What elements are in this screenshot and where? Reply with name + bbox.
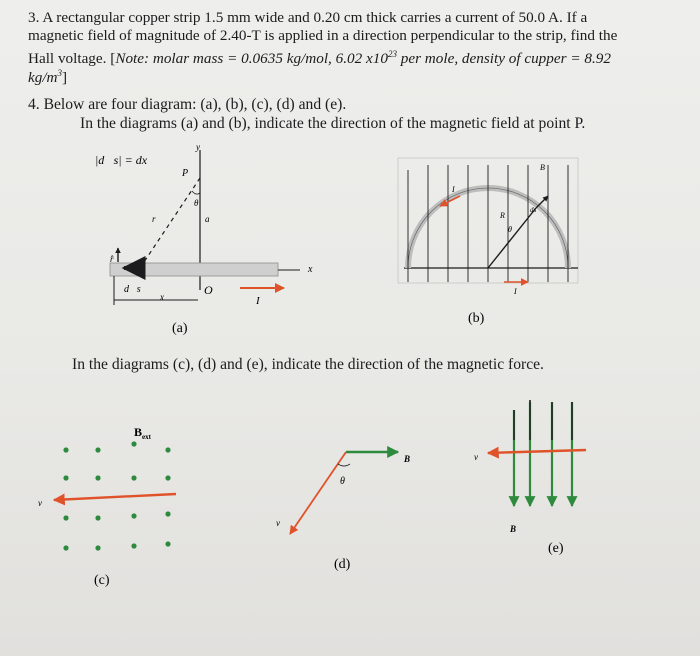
ds-label: d⃗s — [124, 284, 141, 295]
velocity-c-arrow — [54, 494, 176, 500]
x-dimension-label: x — [160, 292, 164, 302]
problem-3-line-2: magnetic field of magnitude of 2.40-T is applied in a direction perpendicular to the strip, find the — [28, 27, 618, 44]
field-dot — [165, 511, 170, 516]
field-dot — [95, 475, 100, 480]
radius-line — [488, 208, 536, 268]
velocity-d-arrow — [290, 452, 346, 534]
field-dot — [63, 515, 68, 520]
diagram-d — [276, 452, 417, 572]
density-unit: kg/m — [28, 69, 58, 87]
current-label: I — [256, 295, 260, 307]
theta-arc — [192, 191, 200, 194]
current-b-top-label: I — [452, 185, 455, 194]
theta-d-label: θ — [340, 476, 345, 487]
r-line — [140, 178, 200, 268]
diagram-b — [398, 158, 578, 326]
problem-3-text-3a: Hall voltage. [ — [28, 50, 116, 68]
b-field-e-label: B⃗ — [510, 524, 524, 534]
field-dot — [131, 475, 136, 480]
velocity-e-label: v⃗ — [474, 452, 485, 462]
caption-a: (a) — [172, 321, 188, 336]
caption-c: (c) — [94, 573, 110, 588]
problem-4-ab-instruction: In the diagrams (a) and (b), indicate the direction of the magnetic field at point P. — [80, 115, 586, 132]
point-p-label: P — [182, 168, 189, 179]
problem-3-close-bracket: ] — [62, 69, 68, 87]
field-dot — [165, 447, 170, 452]
field-dot — [131, 513, 136, 518]
y-axis-label: y — [196, 142, 200, 152]
b-field-d-label: B⃗ — [404, 454, 418, 464]
caption-d: (d) — [334, 557, 351, 572]
field-dot — [165, 475, 170, 480]
avogadro-exponent: 23 — [387, 49, 397, 59]
ds-equals-dx-label: |d⃗s| = dx — [95, 153, 148, 167]
problem-4-number: 4. — [28, 96, 40, 113]
density-unit-exponent: 3 — [57, 68, 63, 78]
theta-b-label: θ — [508, 225, 512, 234]
b-ext-label — [134, 425, 152, 441]
velocity-c-label: v⃗ — [38, 498, 49, 508]
diagram-e — [474, 400, 586, 556]
field-dot — [95, 515, 100, 520]
b-ext-letter: B — [134, 425, 143, 439]
theta-d-arc — [338, 464, 350, 466]
problem-3-note-text: Note: molar mass = 0.0635 kg/mol, 6.02 x10 — [115, 50, 388, 68]
diagram-a — [95, 142, 313, 336]
field-dot — [95, 545, 100, 550]
r-hat-label: r̂ — [110, 254, 114, 264]
diagram-c — [38, 425, 176, 588]
field-dot — [63, 447, 68, 452]
problem-3-number: 3. — [28, 9, 40, 26]
caption-b: (b) — [468, 311, 485, 326]
field-dot — [131, 543, 136, 548]
problem-3-text-1: A rectangular copper strip 1.5 mm wide and 0.20 cm thick carries a current of 50.0 A. If a — [42, 9, 588, 26]
problem-4-intro: Below are four diagram: (a), (b), (c), (d) and (e). — [43, 96, 347, 113]
theta-label: θ — [194, 198, 199, 208]
radius-label: R — [500, 211, 505, 220]
current-b-bottom-label: I — [514, 287, 517, 296]
problem-3-note-text-b: per mole, density of cupper = 8.92 — [396, 50, 611, 68]
a-label: a — [205, 214, 210, 224]
ds-b-label: ds⃗ — [530, 206, 542, 214]
origin-label: O — [204, 283, 213, 297]
caption-e: (e) — [548, 541, 564, 556]
b-field-label: B⃗ — [540, 163, 552, 172]
field-dot — [63, 475, 68, 480]
r-label: r — [152, 214, 156, 224]
field-dot — [63, 545, 68, 550]
field-dot — [131, 441, 136, 446]
x-axis-label: x — [308, 264, 313, 275]
problem-4-cde-instruction: In the diagrams (c), (d) and (e), indicate the direction of the magnetic force. — [72, 356, 544, 373]
field-dot — [95, 447, 100, 452]
b-ext-subscript: ext — [142, 433, 151, 441]
velocity-d-label: v⃗ — [276, 518, 287, 528]
field-dot — [165, 541, 170, 546]
